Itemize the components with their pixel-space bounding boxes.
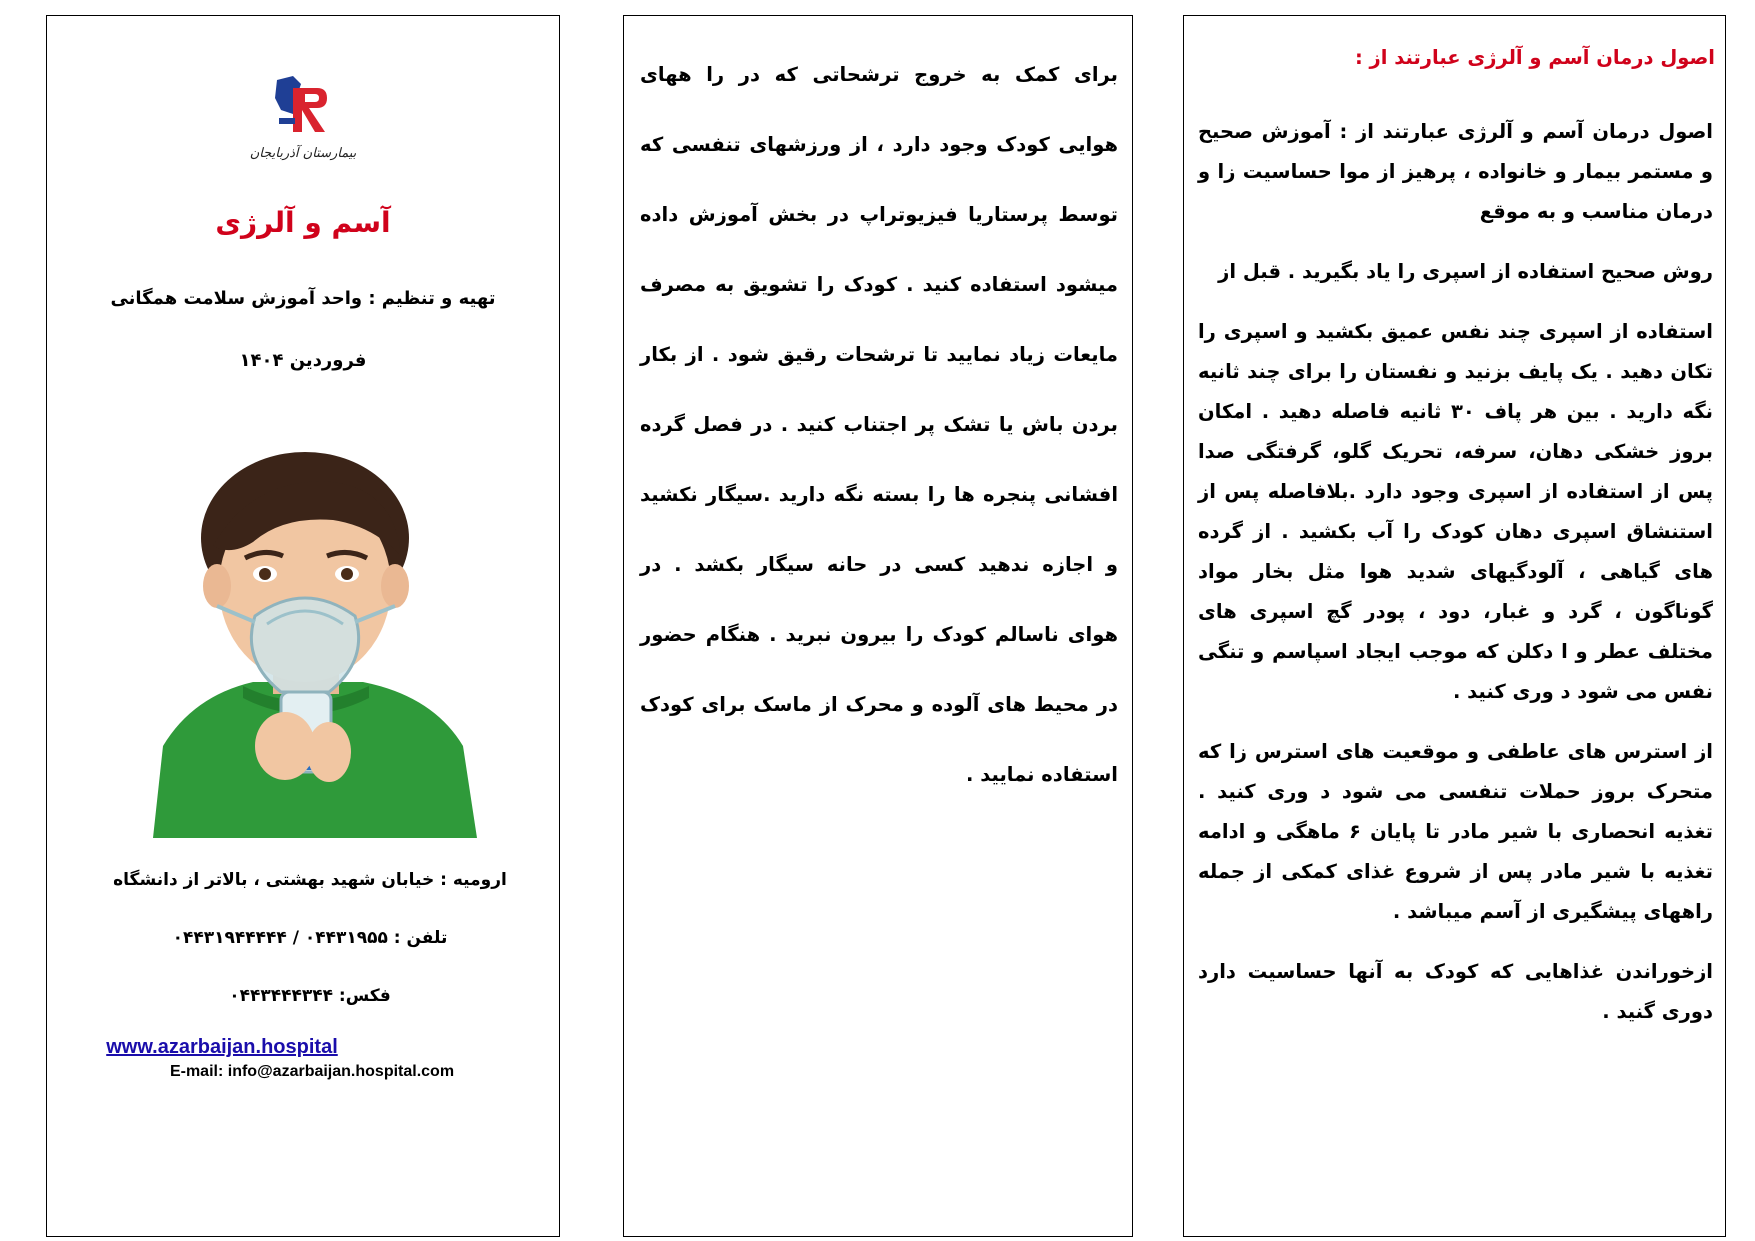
child-nebulizer-photo <box>133 446 477 838</box>
middle-panel <box>623 15 1133 1237</box>
treatment-principles-heading: اصول درمان آسم و آلرژی عبارتند از : <box>1354 46 1715 69</box>
care-instructions-text: برای کمک به خروج ترشحاتی که در را ههای هوایی کودک وجود دارد ، از ورزشهای تنفسی که توسط پرستاریا فیزیوتراپ در بخش آموزش داده میشود استفاده کنید . کودک را تشویق به مصرف مایعات زیاد نمایید تا ترشحات رقیق شود . از بکار بردن باش یا تشک پر اجتناب کنید . در فصل گرده افشانی پنجره ها را بسته نگه دارید .سیگار نکشید و اجازه ندهید کسی در حانه سیگار بکشد . در هوای ناسالم کودک را بیرون نبرید . هنگام حضور در محیط های آلوده و محرک از ماسک برای کودک استفاده نمایید . <box>640 63 1118 786</box>
paragraph: اصول درمان آسم و آلرژی عبارتند از : آموزش صحیح و مستمر بیمار و خانواده ، پرهیز از موا حساسیت زا و درمان مناسب و به موقع <box>1198 120 1713 223</box>
email-address: E-mail: info@azarbaijan.hospital.com <box>169 1063 455 1080</box>
paragraph: ازخوراندن غذاهایی که کودک به آنها حساسیت دارد دوری گنید . <box>1198 960 1713 1023</box>
website-link[interactable]: www.azarbaijan.hospital <box>106 1036 338 1058</box>
publication-date: فروردین ۱۴۰۴ <box>239 350 367 371</box>
brochure-title: آسم و آلرژی <box>215 206 391 239</box>
hospital-logo-icon <box>271 74 335 144</box>
logo-caption: بیمارستان آذربایجان <box>249 146 357 161</box>
paragraph: از استرس های عاطفی و موقعیت های استرس زا که متحرک بروز حملات تنفسی می شود د وری کنید . تغذیه انحصاری با شیر مادر تا پایان ۶ ماهگی و ادامه تغذیه با شیر مادر پس از شروع غذای کمکی از جمله راههای پیشگیری از آسم میباشد . <box>1198 740 1713 923</box>
right-panel <box>1183 15 1726 1237</box>
address: ارومیه : خیابان شهید بهشتی ، بالاتر از دانشگاه <box>113 870 507 890</box>
hospital-logo <box>47 74 559 179</box>
prepared-by: تهیه و تنظیم : واحد آموزش سلامت همگانی <box>110 288 496 309</box>
paragraph: روش صحیح استفاده از اسپری را یاد بگیرید . قبل از <box>1218 260 1713 283</box>
fax-number: فکس: ۰۴۴۳۴۴۴۳۴۴ <box>229 986 391 1006</box>
paragraph: استفاده از اسپری چند نفس عمیق بکشید و اسپری را تکان دهید . یک پایف بزنید و نفستان را برای چند ثانیه نگه دارید . بین هر پاف ۳۰ ثانیه فاصله دهید . امکان بروز خشکی دهان، سرفه، تحریک گلو، گرفتگی صدا پس از استفاده از اسپری وجود دارد .بلافاصله پس از استنشاق اسپری دهان کودک را آب بکشید . از گرده های گیاهی ، آلودگیهای شدید هوا مثل بخار مواد گوناگون ، گرد و غبار، دود ، پودر گچ اسپری های مختلف عطر و ا دکلن که موجب ایجاد اسپاسم و تنگی نفس می شود د وری کنید . <box>1198 320 1713 703</box>
treatment-principles-text <box>1198 112 1713 1052</box>
phone-number: تلفن : ۰۴۴۳۱۹۵۵ / ۰۴۴۳۱۹۴۴۴۴۴ <box>172 928 448 948</box>
cover-panel <box>46 15 560 1237</box>
